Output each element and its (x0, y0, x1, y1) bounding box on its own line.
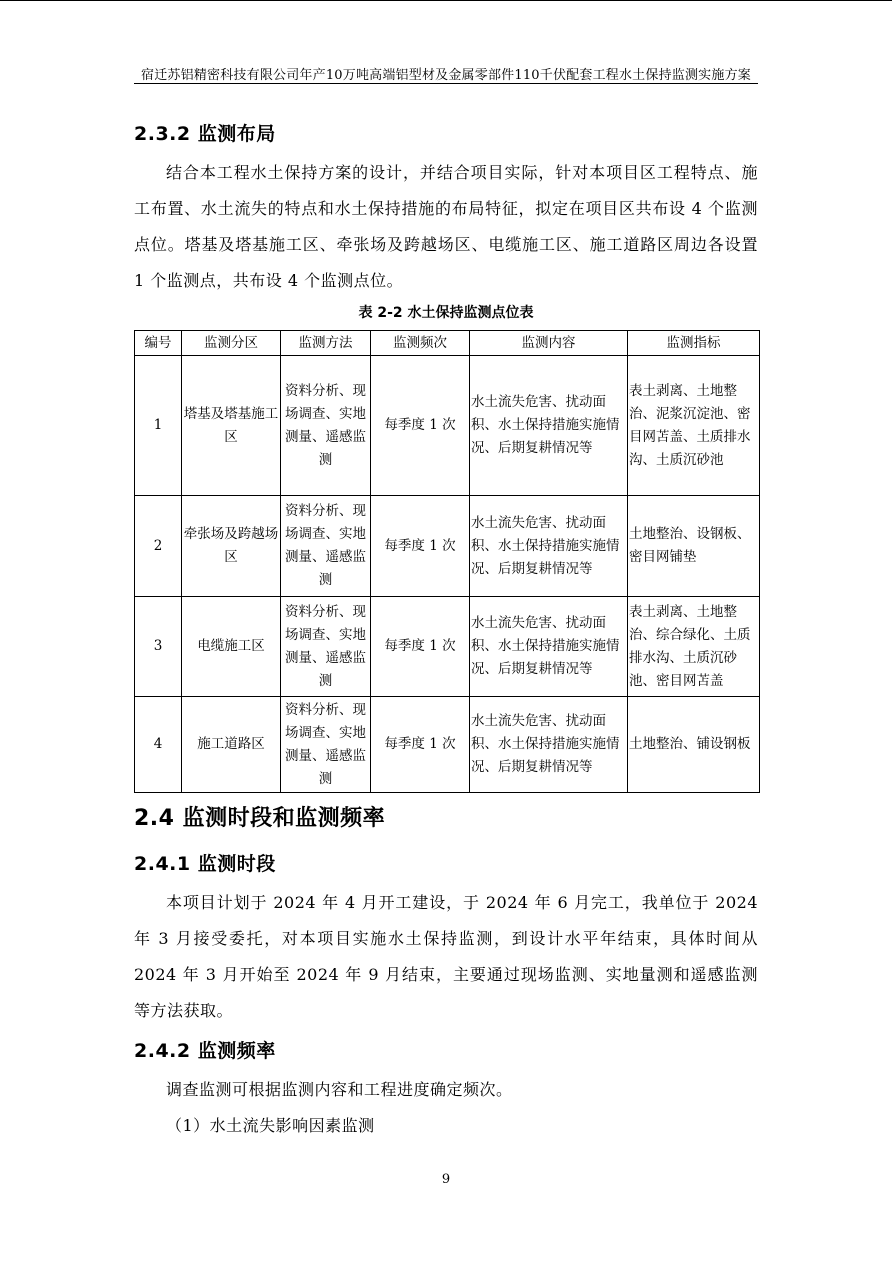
header-cell-zone: 监测分区 (182, 331, 281, 356)
list-item-1: （1）水土流失影响因素监测 (166, 1116, 375, 1135)
cell-number: 1 (135, 356, 182, 496)
cell-indicators: 土地整治、设钢板、密目网铺垫 (628, 496, 760, 597)
header-cell-content: 监测内容 (470, 331, 628, 356)
table-header-row (135, 331, 760, 356)
cell-indicators: 表土剥离、土地整治、泥浆沉淀池、密目网苫盖、土质排水沟、土质沉砂池 (628, 356, 760, 496)
header-cell-indicators: 监测指标 (628, 331, 760, 356)
header-cell-number: 编号 (135, 331, 182, 356)
page-number: 9 (441, 1172, 451, 1187)
table-row (135, 496, 760, 597)
cell-indicators: 表土剥离、土地整治、综合绿化、土质排水沟、土质沉砂池、密目网苫盖 (628, 597, 760, 697)
cell-content: 水土流失危害、扰动面积、水土保持措施实施情况、后期复耕情况等 (470, 697, 628, 793)
cell-frequency: 每季度 1 次 (371, 496, 470, 597)
cell-number: 2 (135, 496, 182, 597)
header-cell-frequency: 监测频次 (371, 331, 470, 356)
heading-2-4: 2.4 监测时段和监测频率 (134, 806, 386, 831)
cell-number: 3 (135, 597, 182, 697)
heading-2-4-1: 2.4.1 监测时段 (134, 853, 276, 875)
cell-zone: 牵张场及跨越场区 (182, 496, 281, 597)
cell-frequency: 每季度 1 次 (371, 356, 470, 496)
table-row (135, 356, 760, 496)
paragraph-monitoring-period: 本项目计划于 2024 年 4 月开工建设，于 2024 年 6 月完工，我单位于 2024 年 3 月接受委托，对本项目实施水土保持监测，到设计水平年结束，具体时间从 2024 年 3 月开始至 2024 年 9 月结束，主要通过现场监测、实地量测和遥感监测等方法获取。 (134, 893, 758, 1020)
cell-zone: 施工道路区 (182, 697, 281, 793)
monitoring-points-table (134, 330, 760, 793)
cell-method: 资料分析、现场调查、实地测量、遥感监测 (281, 597, 371, 697)
cell-method: 资料分析、现场调查、实地测量、遥感监测 (281, 356, 371, 496)
cell-number: 4 (135, 697, 182, 793)
table-row (135, 697, 760, 793)
cell-content: 水土流失危害、扰动面积、水土保持措施实施情况、后期复耕情况等 (470, 597, 628, 697)
cell-method: 资料分析、现场调查、实地测量、遥感监测 (281, 496, 371, 597)
cell-method: 资料分析、现场调查、实地测量、遥感监测 (281, 697, 371, 793)
table-row (135, 597, 760, 697)
cell-indicators: 土地整治、铺设钢板 (628, 697, 760, 793)
running-header: 宿迁苏铝精密科技有限公司年产10万吨高端铝型材及金属零部件110千伏配套工程水土保持监测实施方案 (141, 68, 751, 83)
heading-2-3-2: 2.3.2 监测布局 (134, 123, 276, 145)
cell-frequency: 每季度 1 次 (371, 597, 470, 697)
cell-zone: 塔基及塔基施工区 (182, 356, 281, 496)
cell-zone: 电缆施工区 (182, 597, 281, 697)
header-rule (134, 83, 758, 84)
header-cell-method: 监测方法 (281, 331, 371, 356)
cell-content: 水土流失危害、扰动面积、水土保持措施实施情况、后期复耕情况等 (470, 356, 628, 496)
table-caption: 表 2-2 水土保持监测点位表 (358, 305, 534, 321)
cell-content: 水土流失危害、扰动面积、水土保持措施实施情况、后期复耕情况等 (470, 496, 628, 597)
paragraph-monitoring-frequency: 调查监测可根据监测内容和工程进度确定频次。 (166, 1080, 513, 1099)
cell-frequency: 每季度 1 次 (371, 697, 470, 793)
page-top-border (0, 0, 892, 1)
paragraph-monitoring-layout: 结合本工程水土保持方案的设计，并结合项目实际，针对本项目区工程特点、施工布置、水土流失的特点和水土保持措施的布局特征，拟定在项目区共布设 4 个监测点位。塔基及塔基施工区、牵张场及跨越场区、电缆施工区、施工道路区周边各设置 1 个监测点，共布设 4 个监测点位。 (134, 163, 758, 290)
heading-2-4-2: 2.4.2 监测频率 (134, 1040, 276, 1062)
